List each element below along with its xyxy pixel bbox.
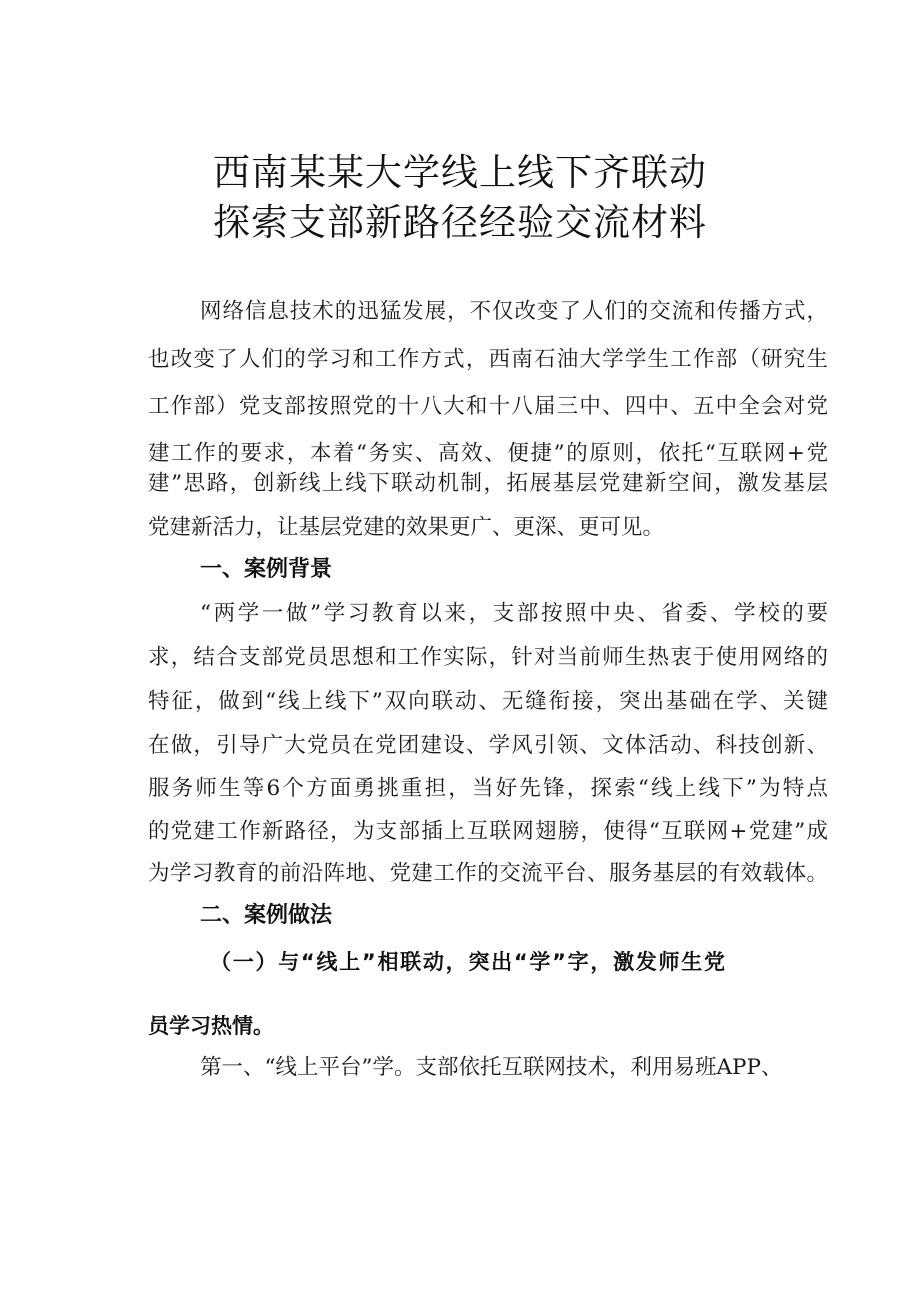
subsection-1-heading-continued: 员学习热情。 bbox=[148, 1014, 274, 1038]
section-2-heading: 二、案例做法 bbox=[200, 903, 333, 928]
intro-line-4: 建工作的要求，本着“务实、高效、便捷”的原则，依托“互联网+党 bbox=[148, 441, 828, 466]
intro-line-5: 建”思路，创新线上线下联动机制，拓展基层党建新空间，激发基层 bbox=[148, 471, 828, 496]
intro-line-3: 工作部）党支部按照党的十八大和十八届三中、四中、五中全会对党 bbox=[148, 394, 828, 419]
document-title-line-2: 探索支部新路径经验交流材料 bbox=[213, 201, 707, 244]
subsection-1-heading: （一）与“线上”相联动，突出“学”字，激发师生党 bbox=[210, 950, 725, 974]
section-2-line-1: 第一、“线上平台”学。支部依托互联网技术，利用易班APP、 bbox=[200, 1055, 783, 1080]
section-1-line-4: 在做，引导广大党员在党团建设、学风引领、文体活动、科技创新、 bbox=[148, 733, 828, 758]
section-1-line-2: 求，结合支部党员思想和工作实际，针对当前师生热衷于使用网络的 bbox=[148, 645, 828, 670]
section-1-line-5: 服务师生等6个方面勇挑重担，当好先锋，探索“线上线下”为特点 bbox=[148, 776, 828, 801]
document-title-line-1: 西南某某大学线上线下齐联动 bbox=[213, 151, 707, 194]
intro-line-1: 网络信息技术的迅猛发展，不仅改变了人们的交流和传播方式， bbox=[200, 299, 828, 324]
intro-line-6: 党建新活力，让基层党建的效果更广、更深、更可见。 bbox=[148, 515, 665, 540]
section-1-line-3: 特征，做到“线上线下”双向联动、无缝衔接，突出基础在学、关键 bbox=[148, 689, 828, 714]
section-1-line-6: 的党建工作新路径，为支部插上互联网翅膀，使得“互联网+党建”成 bbox=[148, 819, 828, 844]
section-1-heading: 一、案例背景 bbox=[200, 557, 333, 582]
section-1-line-1: “两学一做”学习教育以来，支部按照中央、省委、学校的要 bbox=[200, 601, 828, 626]
intro-line-2: 也改变了人们的学习和工作方式，西南石油大学学生工作部（研究生 bbox=[148, 347, 828, 372]
section-1-line-7: 为学习教育的前沿阵地、党建工作的交流平台、服务基层的有效载体。 bbox=[148, 861, 828, 886]
